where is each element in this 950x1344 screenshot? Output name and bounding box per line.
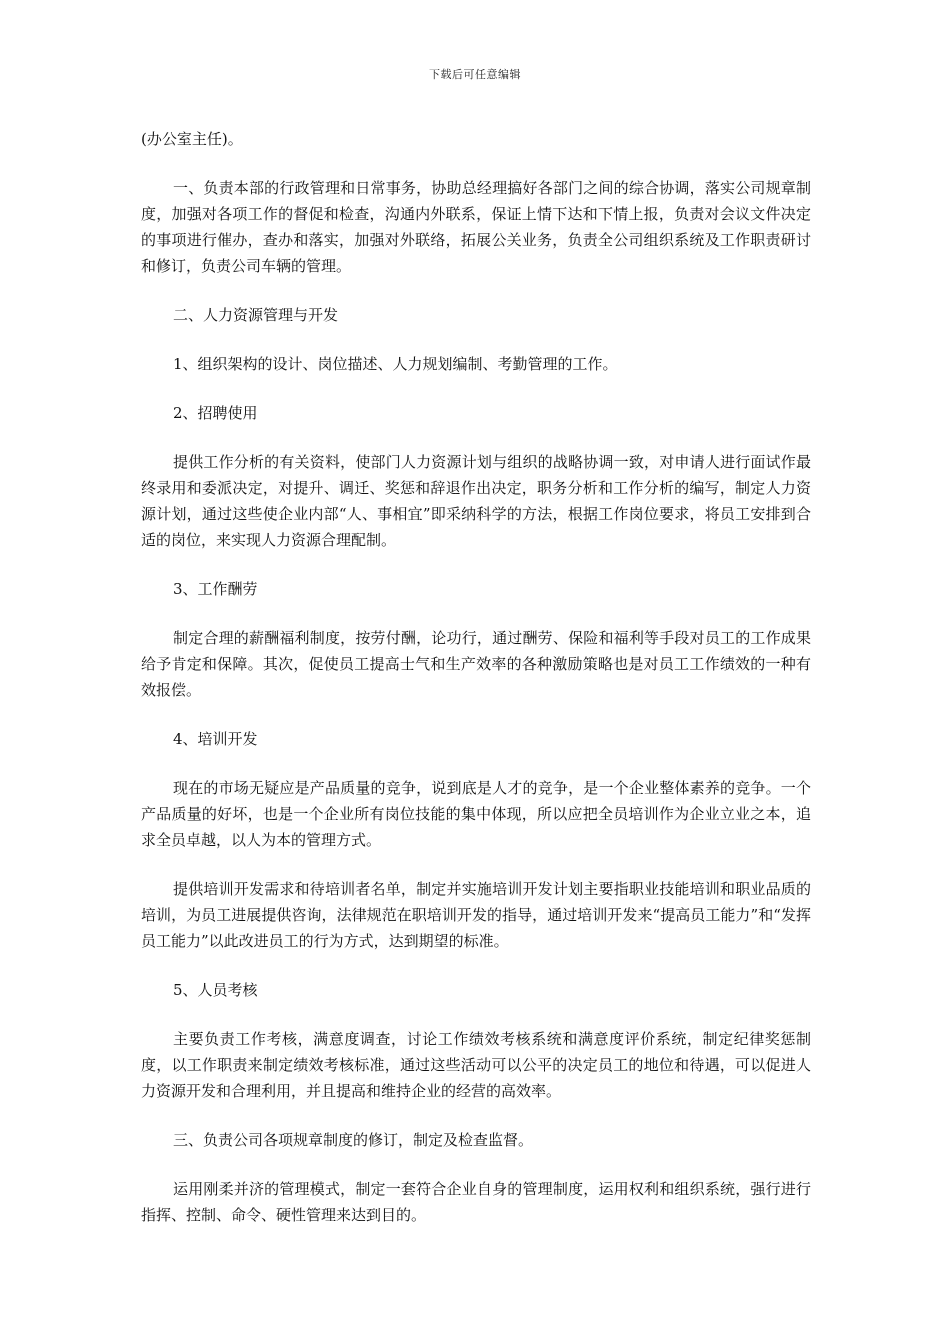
paragraph-training-2: 提供培训开发需求和待培训者名单，制定并实施培训开发计划主要指职业技能培训和职业品质的培训，为员工进展提供咨询，法律规范在职培训开发的指导，通过培训开发来“提高员工能力”和“发挥员工能力”以此改进员工的行为方式，达到期望的标准。	[141, 880, 811, 950]
paragraph-compensation: 制定合理的薪酬福利制度，按劳付酬，论功行，通过酬劳、保险和福利等手段对员工的工作成果给予肯定和保障。其次，促使员工提高士气和生产效率的各种激励策略也是对员工工作绩效的一种有效报偿。	[141, 629, 811, 699]
heading-item-1: 1、组织架构的设计、岗位描述、人力规划编制、考勤管理的工作。	[173, 355, 618, 373]
heading-section-2: 二、人力资源管理与开发	[173, 306, 339, 324]
paragraph-training-1: 现在的市场无疑应是产品质量的竞争，说到底是人才的竞争，是一个企业整体素养的竞争。一个产品质量的好坏，也是一个企业所有岗位技能的集中体现，所以应把全员培训作为企业立业之本，追求全员卓越，以人为本的管理方式。	[141, 779, 811, 849]
heading-item-3: 3、工作酬劳	[173, 580, 258, 598]
heading-section-3: 三、负责公司各项规章制度的修订，制定及检查监督。	[173, 1131, 534, 1149]
page-header-note: 下载后可任意编辑	[429, 68, 521, 81]
paragraph-office-director: (办公室主任)。	[141, 130, 243, 148]
heading-item-5: 5、人员考核	[173, 981, 258, 999]
document-body	[141, 126, 811, 1251]
paragraph-assessment: 主要负责工作考核，满意度调查，讨论工作绩效考核系统和满意度评价系统，制定纪律奖惩制度，以工作职责来制定绩效考核标准，通过这些活动可以公平的决定员工的地位和待遇，可以促进人力资源开发和合理利用，并且提高和维持企业的经营的高效率。	[141, 1030, 811, 1100]
paragraph-recruitment: 提供工作分析的有关资料，使部门人力资源计划与组织的战略协调一致，对申请人进行面试作最终录用和委派决定，对提升、调迁、奖惩和辞退作出决定，职务分析和工作分析的编写，制定人力资源计划，通过这些使企业内部“人、事相宜”即采纳科学的方法，根据工作岗位要求，将员工安排到合适的岗位，来实现人力资源合理配制。	[141, 453, 811, 549]
heading-item-4: 4、培训开发	[173, 730, 258, 748]
paragraph-management-mode: 运用刚柔并济的管理模式，制定一套符合企业自身的管理制度，运用权利和组织系统，强行进行指挥、控制、命令、硬性管理来达到目的。	[141, 1180, 811, 1224]
paragraph-section-1: 一、负责本部的行政管理和日常事务，协助总经理搞好各部门之间的综合协调，落实公司规章制度，加强对各项工作的督促和检查，沟通内外联系，保证上情下达和下情上报，负责对会议文件决定的事项进行催办，查办和落实，加强对外联络，拓展公关业务，负责全公司组织系统及工作职责研讨和修订，负责公司车辆的管理。	[141, 179, 811, 275]
heading-item-2: 2、招聘使用	[173, 404, 258, 422]
